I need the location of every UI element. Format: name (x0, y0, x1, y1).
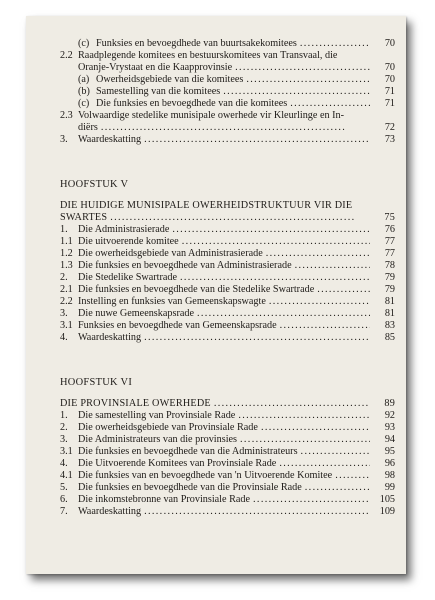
entry-number: 3. (60, 134, 68, 145)
entry-title: Die funksies en bevoegdhede van die Provinsiale Rade (78, 482, 302, 493)
toc-entry (60, 98, 395, 110)
entry-page: 76 (384, 224, 395, 235)
chapter-heading: HOOFSTUK V (60, 179, 129, 190)
entry-title: Instelling en funksies van Gemeenskapswagte (78, 296, 266, 307)
entry-page: 77 (384, 248, 395, 259)
toc-entry (60, 470, 395, 482)
toc-entry (60, 296, 395, 308)
entry-title: Die Stedelike Swartrade (78, 272, 178, 283)
toc-entry (60, 272, 395, 284)
dot-leader (340, 50, 370, 62)
toc-entry (60, 74, 395, 86)
dot-leader (266, 248, 370, 260)
entry-number: 2.1 (60, 284, 73, 295)
chapter-title: DIE PROVINSIALE OWERHEDE (60, 398, 211, 409)
entry-title: Die nuwe Gemeenskapsrade (78, 308, 194, 319)
dot-leader (235, 62, 370, 74)
table-of-contents (60, 38, 395, 518)
entry-page: 85 (384, 332, 395, 343)
entry-number: 2.2 (60, 50, 73, 61)
entry-title: Funksies en bevoegdhede van buurtsakekomitees (96, 38, 297, 49)
entry-title: Oranje-Vrystaat en die Kaapprovinsie (78, 62, 233, 73)
dot-leader (269, 296, 370, 308)
entry-title: Raadplegende komitees en bestuurskomitees van Transvaal, die (78, 50, 338, 61)
entry-title: Die owerheidsgebiede van Provinsiale Rade (78, 422, 258, 433)
entry-title: Volwaardige stedelike munisipale owerhede vir Kleurlinge en In- (78, 110, 345, 121)
toc-entry (60, 434, 395, 446)
entry-page: 70 (384, 62, 395, 73)
toc-entry (60, 236, 395, 248)
entry-number: 3. (60, 434, 68, 445)
entry-page: 70 (384, 74, 395, 85)
entry-page: 83 (384, 320, 395, 331)
entry-page: 94 (384, 434, 395, 445)
toc-entry (60, 134, 395, 146)
entry-number: 2. (60, 272, 68, 283)
dot-leader (300, 38, 370, 50)
dot-leader (240, 434, 370, 446)
entry-page: 81 (384, 296, 395, 307)
entry-number: 3.1 (60, 320, 73, 331)
entry-page: 71 (384, 98, 395, 109)
entry-title: Die funksies en bevoegdhede van Administrasierade (78, 260, 292, 271)
toc-entry (60, 224, 395, 236)
toc-entry (60, 38, 395, 50)
dot-leader (144, 506, 370, 518)
chapter-title-cont: SWARTES (60, 212, 108, 223)
toc-entry (60, 446, 395, 458)
dot-leader (110, 212, 370, 224)
entry-number: (b) (78, 86, 90, 97)
entry-number: 1.1 (60, 236, 73, 247)
entry-number: 4.1 (60, 470, 73, 481)
entry-page: 72 (384, 122, 395, 133)
entry-number: 5. (60, 482, 68, 493)
entry-page: 75 (384, 212, 395, 223)
entry-title: Die uitvoerende komitee (78, 236, 179, 247)
toc-entry (60, 110, 395, 122)
dot-leader (305, 482, 370, 494)
toc-entry (60, 422, 395, 434)
dot-leader (279, 458, 370, 470)
entry-title: Die funksies van en bevoegdhede van 'n Uitvoerende Komitee (78, 470, 333, 481)
dot-leader (197, 308, 370, 320)
entry-number: 1. (60, 224, 68, 235)
entry-number: 2.2 (60, 296, 73, 307)
entry-title: Waardeskatting (78, 134, 142, 145)
entry-title: Die samestelling van Provinsiale Rade (78, 410, 236, 421)
toc-entry (60, 332, 395, 344)
entry-title: Die inkomstebronne van Provinsiale Rade (78, 494, 251, 505)
entry-title: diërs (78, 122, 98, 133)
chapter-heading: HOOFSTUK VI (60, 377, 133, 388)
entry-page: 77 (384, 236, 395, 247)
entry-number: 4. (60, 332, 68, 343)
entry-title: Die Administrasierade (78, 224, 170, 235)
dot-leader (317, 284, 370, 296)
entry-title: Die funksies en bevoegdhede van die komitees (96, 98, 288, 109)
entry-title: Die funksies en bevoegdhede van die Stedelike Swartrade (78, 284, 315, 295)
dot-leader (214, 398, 370, 410)
dot-leader (223, 86, 370, 98)
toc-entry (60, 260, 395, 272)
dot-leader (182, 236, 370, 248)
toc-entry (60, 86, 395, 98)
toc-entry (60, 320, 395, 332)
entry-number: 2. (60, 422, 68, 433)
page-sheet (26, 16, 406, 574)
entry-title: Owerheidsgebiede van die komitees (96, 74, 244, 85)
chapter-title: DIE HUIDIGE MUNISIPALE OWERHEIDSTRUKTUUR VIR DIE (60, 200, 353, 211)
dot-leader (253, 494, 370, 506)
toc-entry (60, 482, 395, 494)
entry-title: Waardeskatting (78, 332, 142, 343)
entry-number: (a) (78, 74, 90, 85)
dot-leader (238, 410, 370, 422)
dot-leader (180, 272, 370, 284)
dot-leader (144, 332, 370, 344)
entry-page: 99 (384, 482, 395, 493)
entry-page: 95 (384, 446, 395, 457)
entry-page: 79 (384, 272, 395, 283)
entry-number: 1.2 (60, 248, 73, 259)
toc-entry (60, 50, 395, 62)
entry-title: Die funksies en bevoegdhede van die Administrateurs (78, 446, 298, 457)
entry-title: Funksies en bevoegdhede van Gemeenskapsrade (78, 320, 277, 331)
entry-number: 4. (60, 458, 68, 469)
toc-entry (60, 410, 395, 422)
entry-title: Samestelling van die komitees (96, 86, 221, 97)
toc-entry (60, 248, 395, 260)
entry-number: 1.3 (60, 260, 73, 271)
toc-entry (60, 284, 395, 296)
toc-entry (60, 506, 395, 518)
toc-entry (60, 308, 395, 320)
entry-page: 71 (384, 86, 395, 97)
entry-title: Die owerheidsgebiede van Administrasierade (78, 248, 263, 259)
entry-page: 70 (384, 38, 395, 49)
dot-leader (301, 446, 370, 458)
entry-number: (c) (78, 98, 90, 109)
dot-leader (172, 224, 370, 236)
toc-entry (60, 458, 395, 470)
entry-page: 96 (384, 458, 395, 469)
toc-entry (60, 122, 395, 134)
dot-leader (261, 422, 370, 434)
entry-page: 92 (384, 410, 395, 421)
dot-leader (290, 98, 370, 110)
entry-number: (c) (78, 38, 90, 49)
entry-page: 78 (384, 260, 395, 271)
dot-leader (335, 470, 370, 482)
entry-title: Die Administrateurs van die provinsies (78, 434, 238, 445)
dot-leader (347, 110, 370, 122)
entry-page: 73 (384, 134, 395, 145)
entry-number: 3.1 (60, 446, 73, 457)
entry-title: Waardeskatting (78, 506, 142, 517)
entry-page: 109 (379, 506, 395, 517)
toc-entry (60, 62, 395, 74)
dot-leader (144, 134, 370, 146)
entry-page: 93 (384, 422, 395, 433)
entry-page: 79 (384, 284, 395, 295)
entry-page: 89 (384, 398, 395, 409)
toc-entry (60, 398, 395, 410)
dot-leader (280, 320, 370, 332)
entry-number: 6. (60, 494, 68, 505)
entry-page: 81 (384, 308, 395, 319)
entry-page: 98 (384, 470, 395, 481)
entry-number: 7. (60, 506, 68, 517)
entry-number: 3. (60, 308, 68, 319)
entry-title: Die Uitvoerende Komitees van Provinsiale Rade (78, 458, 277, 469)
dot-leader (246, 74, 370, 86)
toc-entry (60, 494, 395, 506)
entry-number: 1. (60, 410, 68, 421)
toc-entry (60, 212, 395, 224)
entry-number: 2.3 (60, 110, 73, 121)
entry-page: 105 (379, 494, 395, 505)
dot-leader (101, 122, 370, 134)
dot-leader (295, 260, 370, 272)
